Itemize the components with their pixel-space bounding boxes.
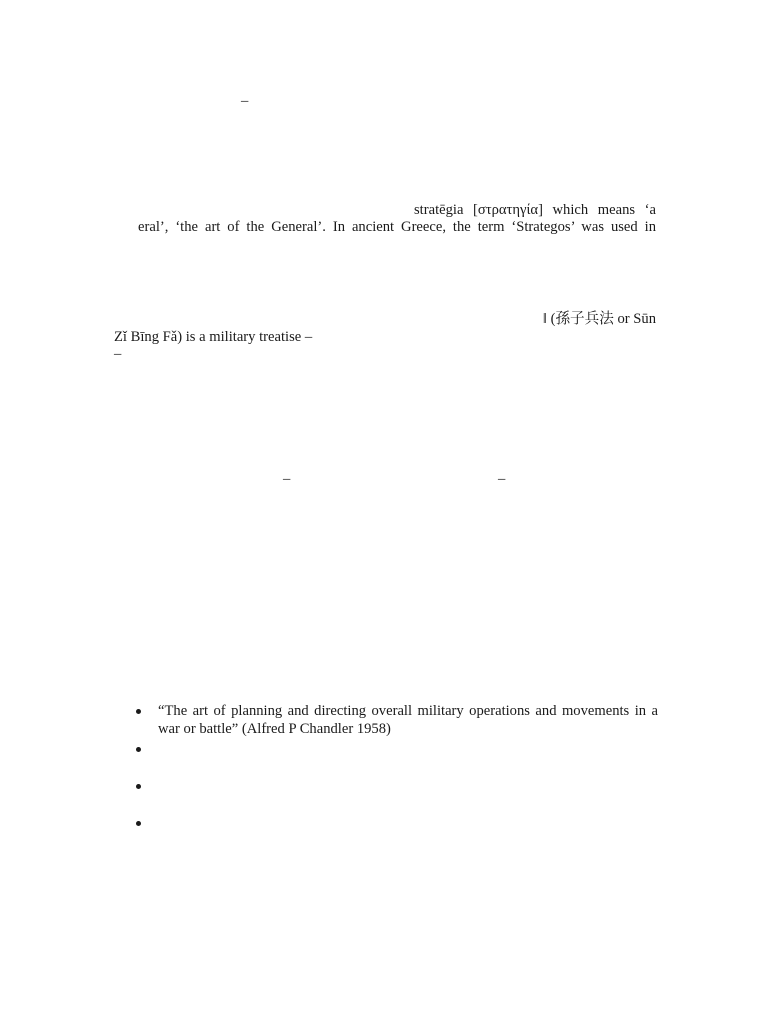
- paragraph-2-line-1-fragment: ‖ (孫子兵法 or Sūn: [542, 311, 656, 327]
- bullet-dot-icon: [136, 821, 141, 826]
- paragraph-2-line-3-dash: –: [114, 346, 122, 362]
- dash-fragment-mid-left: –: [283, 471, 291, 487]
- bullet-dot-icon: [136, 709, 141, 714]
- paragraph-1-line-2: eral’, ‘the art of the General’. In ancient Greece, the term ‘Strategos’ was used in: [138, 219, 656, 235]
- bullet-dot-icon: [136, 747, 141, 752]
- list-item: [134, 702, 658, 738]
- paragraph-1-line-1-fragment: stratēgia [στρατηγία] which means ‘a: [414, 202, 656, 218]
- paragraph-2-line-2: Zǐ Bīng Fǎ) is a military treatise –: [114, 329, 313, 345]
- dash-fragment-top: –: [241, 93, 249, 109]
- bullet-text: “The art of planning and directing overall military operations and movements in a war or battle” (Alfred P Chandler 1958): [158, 703, 658, 737]
- list-item: [134, 777, 658, 795]
- dash-fragment-mid-right: –: [498, 471, 506, 487]
- bullet-dot-icon: [136, 784, 141, 789]
- list-item: [134, 814, 658, 832]
- list-item: [134, 740, 658, 758]
- definition-bullet-list: [134, 702, 658, 832]
